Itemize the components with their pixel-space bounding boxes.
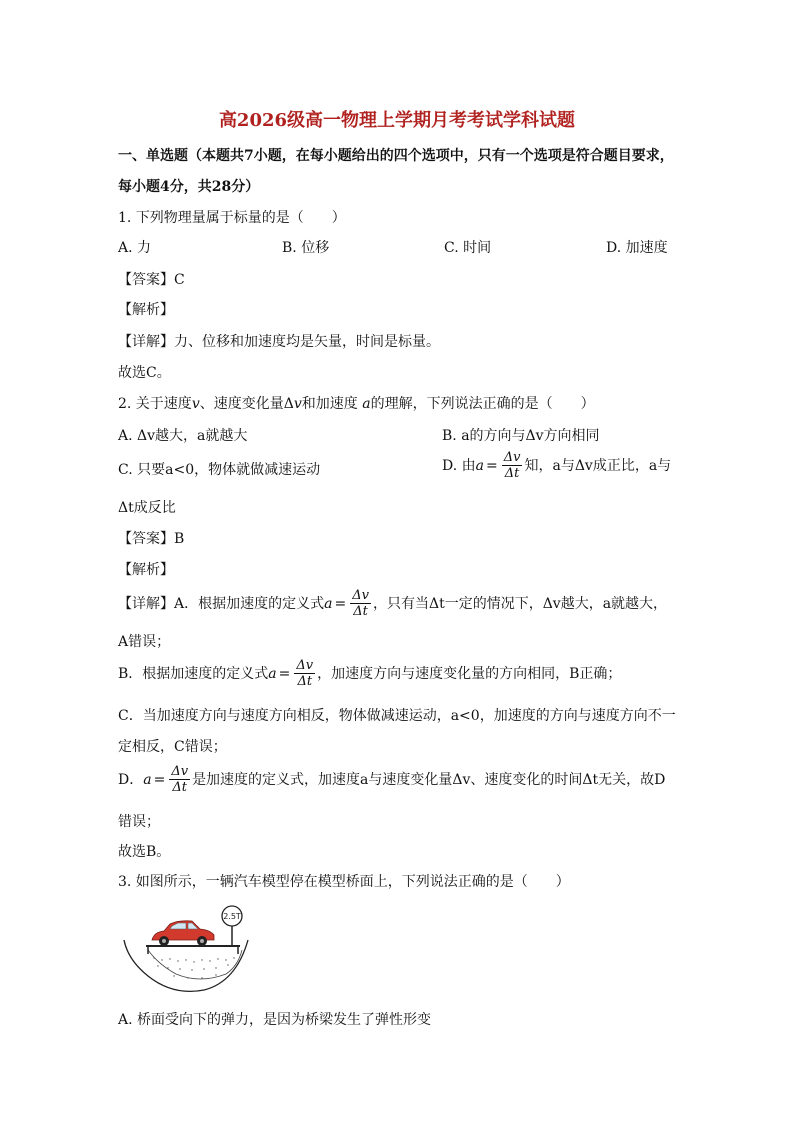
q1-answer: 【答案】C <box>118 272 185 288</box>
fraction: $\frac{\Delta v}{\Delta t}$ <box>296 658 314 689</box>
q3-option-a: A. 桥面受向下的弹力，是因为桥梁发生了弹性形变 <box>118 1012 432 1028</box>
q1-option-b: B. 位移 <box>282 240 330 256</box>
fraction: $\frac{\Delta v}{\Delta t}$ <box>503 450 521 481</box>
q2-option-b: B. a的方向与Δv方向相同 <box>442 428 600 444</box>
q1-detail: 【详解】力、位移和加速度均是矢量，时间是标量。 <box>118 334 440 350</box>
q1-option-d: D. 加速度 <box>606 240 668 256</box>
q1-stem: 1. 下列物理量属于标量的是（ ） <box>118 210 346 226</box>
q1-option-c: C. 时间 <box>444 240 492 256</box>
q2-option-d: D. 由 a = $\frac{\Delta v}{\Delta t}$ 知，a与Δv成正比，a与 <box>442 450 672 481</box>
q2-detail-b: B．根据加速度的定义式 a = $\frac{\Delta v}{\Delta t}$ ，加速度方向与速度变化量的方向相同，B正确； <box>118 658 622 689</box>
q2-analysis-label: 【解析】 <box>118 562 174 578</box>
q2-detail-d-cont: 错误； <box>118 814 160 830</box>
q2-option-a: A. Δv越大，a就越大 <box>118 428 248 444</box>
fraction: $\frac{\Delta v}{\Delta t}$ <box>171 764 189 795</box>
bridge-car-figure <box>118 902 258 1002</box>
q1-conclusion: 故选C。 <box>118 365 171 381</box>
q2-option-c: C. 只要a<0，物体就做减速运动 <box>118 462 321 478</box>
q2-answer: 【答案】B <box>118 531 185 547</box>
weight-sign-text: 2.5T <box>223 912 241 921</box>
q1-option-a: A. 力 <box>118 240 152 256</box>
q2-detail-c-cont: 定相反，C错误； <box>118 739 227 755</box>
q2-detail-d: D． a = $\frac{\Delta v}{\Delta t}$ 是加速度的定义式，加速度a与速度变化量Δv、速度变化的时间Δt无关，故D <box>118 764 666 795</box>
q2-detail-a: 【详解】A．根据加速度的定义式 a = $\frac{\Delta v}{\Delta t}$ ，只有当Δt一定的情况下，Δv越大，a就越大， <box>118 588 668 619</box>
q3-stem: 3. 如图所示，一辆汽车模型停在模型桥面上，下列说法正确的是（ ） <box>118 874 570 890</box>
q2-detail-a-cont: A错误； <box>118 634 171 650</box>
car-icon <box>152 921 214 946</box>
q1-analysis-label: 【解析】 <box>118 302 174 318</box>
fraction: $\frac{\Delta v}{\Delta t}$ <box>352 588 369 619</box>
q2-conclusion: 故选B。 <box>118 844 171 860</box>
exam-title: 高2026级高一物理上学期月考考试学科试题 <box>218 110 576 131</box>
section-heading-cont: 每小题4分，共28分） <box>118 179 260 195</box>
q2-detail-c: C．当加速度方向与速度方向相反，物体做减速运动，a<0，加速度的方向与速度方向不一 <box>118 708 676 724</box>
section-heading: 一、单选题（本题共7小题，在每小题给出的四个选项中，只有一个选项是符合题目要求， <box>118 148 674 164</box>
q2-option-d-cont: Δt成反比 <box>118 500 176 516</box>
bridge-illustration <box>118 902 258 998</box>
q2-stem: 2. 关于速度v、速度变化量Δv和加速度 a的理解，下列说法正确的是（ ） <box>118 396 595 412</box>
